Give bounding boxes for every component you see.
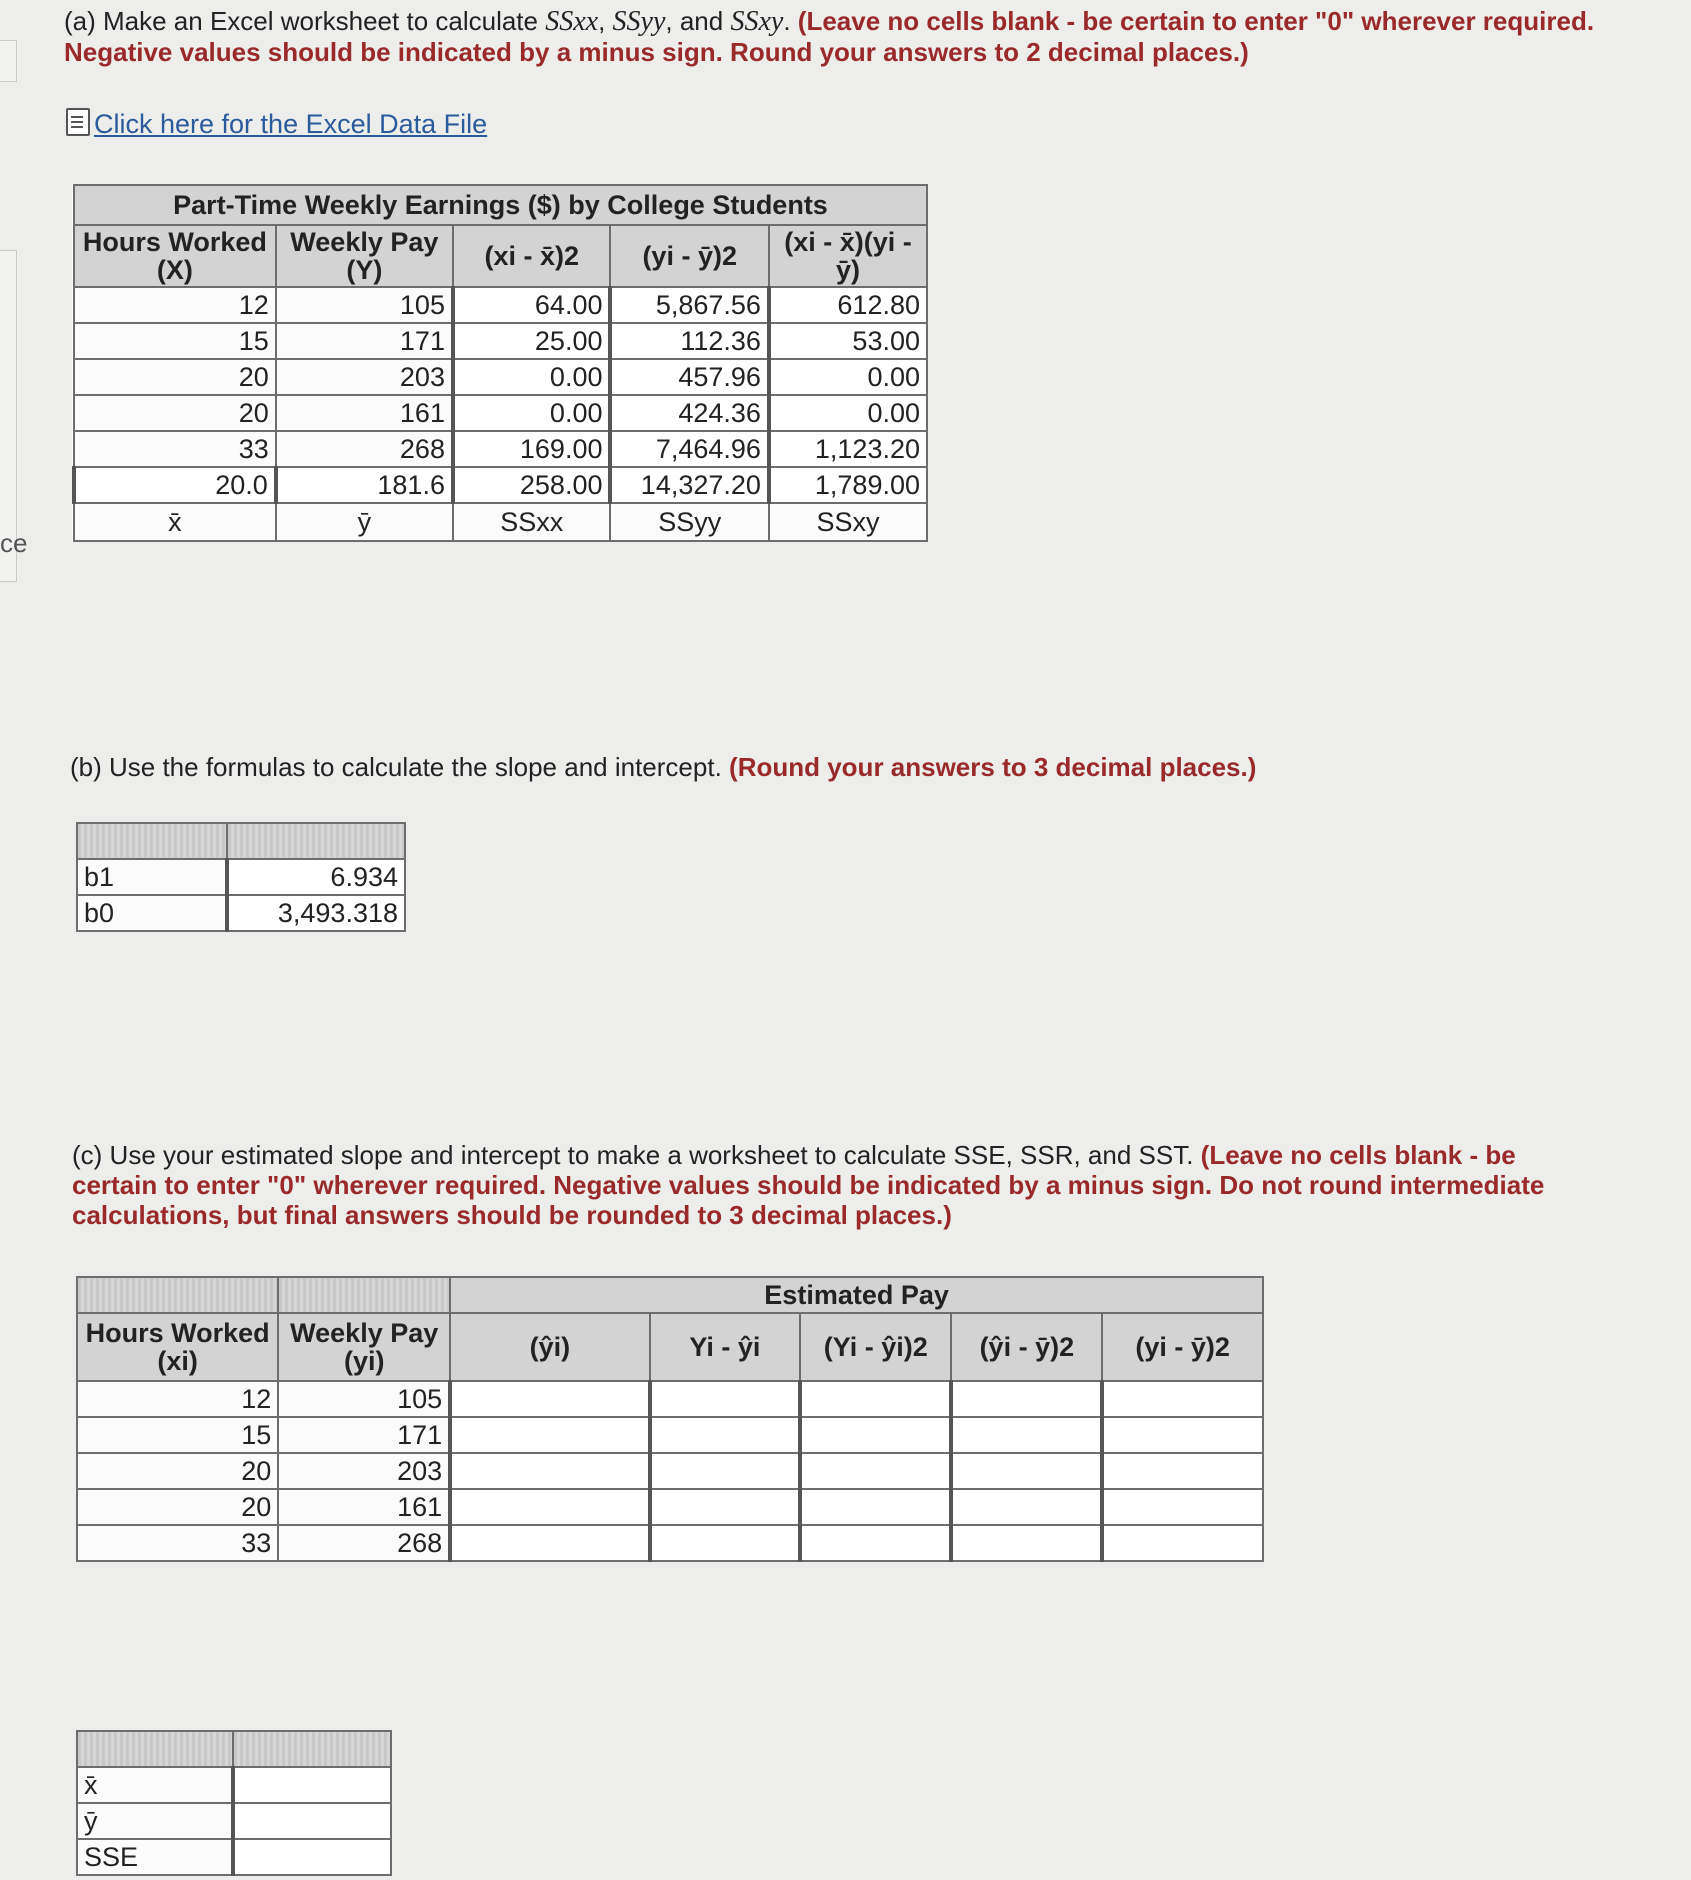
table-c <box>76 1276 1264 1562</box>
answer-cell[interactable] <box>1102 1417 1263 1453</box>
answer-cell[interactable] <box>800 1417 951 1453</box>
label-x-bar: x̄ <box>74 503 276 541</box>
table-row: 12 105 64.00 5,867.56 612.80 <box>74 287 927 323</box>
table-row <box>77 1803 391 1839</box>
answer-cell[interactable]: 612.80 <box>769 287 927 323</box>
answer-cell[interactable]: 64.00 <box>453 287 611 323</box>
answer-cell[interactable]: 25.00 <box>453 323 611 359</box>
answer-cell[interactable] <box>800 1381 951 1417</box>
label-ssyy: SSyy <box>610 503 768 541</box>
answer-cell[interactable] <box>450 1489 649 1525</box>
table-row: 15 171 25.00 112.36 53.00 <box>74 323 927 359</box>
answer-cell[interactable]: 424.36 <box>610 395 768 431</box>
excel-data-file-link[interactable]: Click here for the Excel Data File <box>66 108 487 140</box>
answer-cell-ssyy[interactable]: 14,327.20 <box>610 467 768 503</box>
answer-cell[interactable] <box>1102 1381 1263 1417</box>
answer-cell-ssxx[interactable]: 258.00 <box>453 467 611 503</box>
part-b-instruction: (Round your answers to 3 decimal places.) <box>729 752 1257 782</box>
answer-cell-mean-y[interactable] <box>233 1803 391 1839</box>
answer-cell-ssxy[interactable]: 1,789.00 <box>769 467 927 503</box>
answer-cell[interactable] <box>650 1453 801 1489</box>
answer-cell[interactable] <box>450 1417 649 1453</box>
header-pay: Weekly Pay (Y) <box>276 225 453 287</box>
header-hours: Hours Worked (xi) <box>77 1313 278 1381</box>
labels-row <box>74 503 927 541</box>
answer-cell[interactable] <box>650 1381 801 1417</box>
answer-cell[interactable]: 457.96 <box>610 359 768 395</box>
answer-cell[interactable]: 0.00 <box>453 359 611 395</box>
answer-cell[interactable] <box>650 1417 801 1453</box>
part-c-instruction: (Leave no cells blank - be certain to enter "0" wherever required. Negative values should be indicated by a minus sign. Do not round intermediate calculations, but final answers should be rounded to 3 decimal places.) <box>72 1140 1545 1230</box>
label-ssxx: SSxx <box>453 503 611 541</box>
table-b <box>76 822 406 932</box>
answer-cell[interactable]: 1,123.20 <box>769 431 927 467</box>
header-y-hat: (ŷi) <box>450 1313 649 1381</box>
part-b-prompt: (b) Use the formulas to calculate the slope and intercept. (Round your answers to 3 decimal places.) <box>70 752 1257 782</box>
answer-cell[interactable] <box>951 1417 1102 1453</box>
answer-cell[interactable] <box>800 1453 951 1489</box>
answer-cell[interactable] <box>800 1525 951 1561</box>
table-d <box>76 1730 392 1876</box>
answer-cell[interactable] <box>1102 1489 1263 1525</box>
header-x-dev: (xi - x̄)2 <box>453 225 611 287</box>
answer-cell-sse[interactable] <box>233 1839 391 1875</box>
answer-cell[interactable] <box>450 1453 649 1489</box>
label-sse: SSE <box>77 1839 233 1875</box>
answer-cell[interactable]: 0.00 <box>769 359 927 395</box>
answer-cell-b0[interactable]: 3,493.318 <box>227 895 405 931</box>
header-y-dev: (yi - ȳ)2 <box>610 225 768 287</box>
answer-cell[interactable] <box>1102 1525 1263 1561</box>
answer-cell-mean-x[interactable]: 20.0 <box>74 467 276 503</box>
header-total-sq: (yi - ȳ)2 <box>1102 1313 1263 1381</box>
estimated-pay-header: Estimated Pay <box>450 1277 1263 1313</box>
header-pay: Weekly Pay (yi) <box>278 1313 450 1381</box>
answer-cell[interactable] <box>450 1381 649 1417</box>
answer-cell[interactable] <box>951 1525 1102 1561</box>
answer-cell[interactable]: 7,464.96 <box>610 431 768 467</box>
ssxx-term: SSxx <box>545 6 599 37</box>
answer-cell[interactable] <box>450 1525 649 1561</box>
table-row: 15 171 <box>77 1417 1263 1453</box>
label-y-bar: ȳ <box>276 503 453 541</box>
answer-cell[interactable]: 169.00 <box>453 431 611 467</box>
answer-cell[interactable] <box>650 1525 801 1561</box>
answer-cell[interactable] <box>800 1489 951 1525</box>
answer-cell-mean-y[interactable]: 181.6 <box>276 467 453 503</box>
label-x-bar: x̄ <box>77 1767 233 1803</box>
answer-cell[interactable] <box>951 1381 1102 1417</box>
table-row <box>77 859 405 895</box>
answer-cell[interactable] <box>1102 1453 1263 1489</box>
label-y-bar: ȳ <box>77 1803 233 1839</box>
table-row <box>77 1839 391 1875</box>
label-b0: b0 <box>77 895 227 931</box>
header-hours: Hours Worked (X) <box>74 225 276 287</box>
part-a-instruction: (Leave no cells blank - be certain to enter "0" wherever required. Negative values should be indicated by a minus sign. Round your answers to 2 decimal places.) <box>64 6 1595 67</box>
edge-label: ce <box>0 528 28 558</box>
answer-cell[interactable]: 53.00 <box>769 323 927 359</box>
table-row: 20 203 <box>77 1453 1263 1489</box>
table-row <box>77 1767 391 1803</box>
header-residual-sq: (Yi - ŷi)2 <box>800 1313 951 1381</box>
answer-cell[interactable]: 0.00 <box>769 395 927 431</box>
excel-file-icon <box>66 108 90 136</box>
answer-cell-b1[interactable]: 6.934 <box>227 859 405 895</box>
answer-cell[interactable] <box>951 1453 1102 1489</box>
ssyy-term: SSyy <box>612 6 666 37</box>
label-b1: b1 <box>77 859 227 895</box>
table-row: 20 203 0.00 457.96 0.00 <box>74 359 927 395</box>
table-row: 33 268 <box>77 1525 1263 1561</box>
table-a-title: Part-Time Weekly Earnings ($) by College Students <box>74 185 927 225</box>
table-c-header-row <box>77 1313 1263 1381</box>
table-row <box>77 895 405 931</box>
header-regression-sq: (ŷi - ȳ)2 <box>951 1313 1102 1381</box>
totals-row <box>74 467 927 503</box>
header-residual: Yi - ŷi <box>650 1313 801 1381</box>
ssxy-term: SSxy <box>730 6 784 37</box>
label-ssxy: SSxy <box>769 503 927 541</box>
answer-cell[interactable]: 5,867.56 <box>610 287 768 323</box>
table-row: 33 268 169.00 7,464.96 1,123.20 <box>74 431 927 467</box>
part-a-prompt: (a) Make an Excel worksheet to calculate SSxx, SSyy, and SSxy. (Leave no cells blank - be certain to enter "0" wherever required. Negative values should be indicated by a minus sign. Round your answers to 2 decimal places.) <box>64 6 1595 67</box>
part-c-prompt: (c) Use your estimated slope and intercept to make a worksheet to calculate SSE, SSR, and SST. (Leave no cells blank - be certain to enter "0" wherever required. Negative values should be indicated by a minus sign. Do not round intermediate calculations, but final answers should be rounded to 3 decimal places.) <box>72 1140 1545 1230</box>
table-a <box>72 184 928 542</box>
table-row: 20 161 <box>77 1489 1263 1525</box>
answer-cell[interactable]: 112.36 <box>610 323 768 359</box>
answer-cell[interactable]: 0.00 <box>453 395 611 431</box>
answer-cell[interactable] <box>650 1489 801 1525</box>
header-xy-dev: (xi - x̄)(yi - ȳ) <box>769 225 927 287</box>
answer-cell[interactable] <box>951 1489 1102 1525</box>
table-a-header-row <box>74 225 927 287</box>
answer-cell-mean-x[interactable] <box>233 1767 391 1803</box>
left-panel-edge <box>0 40 17 82</box>
table-row: 20 161 0.00 424.36 0.00 <box>74 395 927 431</box>
table-row: 12 105 <box>77 1381 1263 1417</box>
